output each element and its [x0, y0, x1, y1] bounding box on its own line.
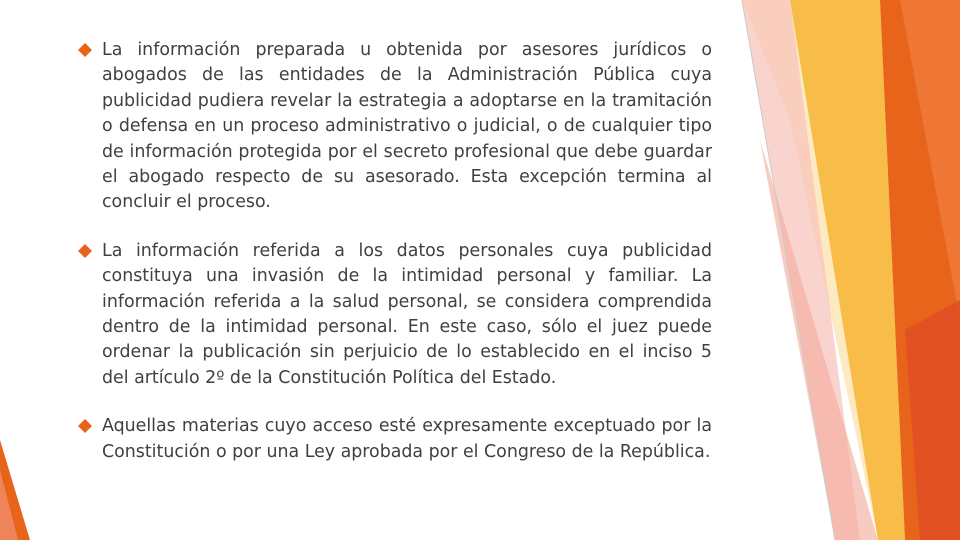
bullet-item — [78, 38, 712, 216]
diamond-bullet-icon — [78, 244, 92, 258]
bullet-text: La información preparada u obtenida por asesores jurídicos o abogados de las entidades de la Administración Pública cuya publicidad pudiera revelar la estrategia a adoptarse en la tramitación o defensa en un proceso administrativo o judicial, o de cualquier tipo de información protegida por el secreto profesional que debe guardar el abogado respecto de su asesorado. Esta excepción termina al concluir el proceso. — [102, 40, 712, 213]
diamond-bullet-icon — [78, 43, 92, 57]
bullet-item — [78, 239, 712, 391]
bullet-list — [78, 38, 712, 488]
bullet-text: La información referida a los datos personales cuya publicidad constituya una invasión de la intimidad personal y familiar. La información referida a la salud personal, se considera comprendida dentro de la intimidad personal. En este caso, sólo el juez puede ordenar la publicación sin perjuicio de lo establecido en el inciso 5 del artículo 2º de la Constitución Política del Estado. — [102, 240, 712, 388]
diamond-bullet-icon — [78, 419, 92, 433]
bullet-text: Aquellas materias cuyo acceso esté expresamente exceptuado por la Constitución o por una Ley aprobada por el Congreso de la República. — [102, 416, 712, 462]
bullet-item — [78, 414, 712, 465]
